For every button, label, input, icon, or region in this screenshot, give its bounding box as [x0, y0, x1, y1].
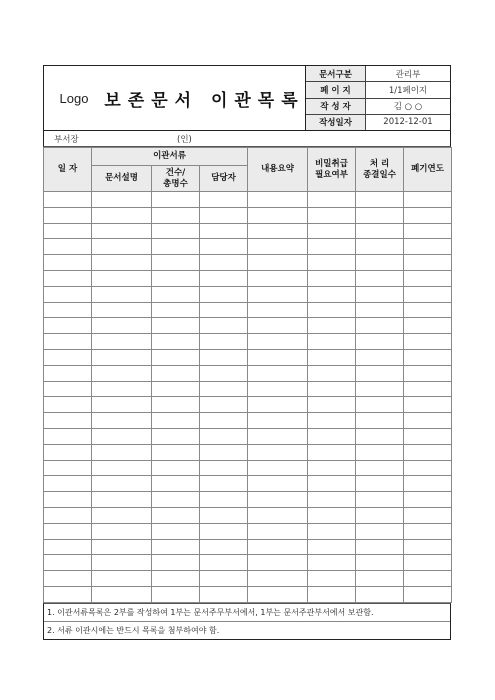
meta-key: 문서구분 [306, 66, 366, 81]
table-cell[interactable] [44, 365, 92, 381]
table-cell[interactable] [152, 492, 200, 508]
table-cell[interactable] [248, 413, 308, 429]
table-cell[interactable] [404, 223, 452, 239]
table-cell[interactable] [404, 523, 452, 539]
table-cell[interactable] [248, 555, 308, 571]
col-header-count: 건수/ 총명수 [152, 166, 200, 192]
table-cell[interactable] [356, 460, 404, 476]
col-header-manager: 담당자 [200, 166, 248, 192]
table-cell[interactable] [248, 192, 308, 208]
table-cell[interactable] [356, 555, 404, 571]
table-cell[interactable] [92, 460, 152, 476]
table-cell[interactable] [152, 460, 200, 476]
table-cell[interactable] [356, 207, 404, 223]
table-cell[interactable] [152, 223, 200, 239]
table-cell[interactable] [44, 444, 92, 460]
table-cell[interactable] [308, 318, 356, 334]
table-cell[interactable] [200, 428, 248, 444]
table-cell[interactable] [404, 476, 452, 492]
transfer-list-table [43, 147, 452, 603]
col-header-description: 문서설명 [92, 166, 152, 192]
table-cell[interactable] [152, 381, 200, 397]
table-cell[interactable] [200, 413, 248, 429]
table-cell[interactable] [44, 207, 92, 223]
table-cell[interactable] [44, 586, 92, 602]
document-sheet [43, 65, 451, 640]
table-cell[interactable] [308, 397, 356, 413]
table-cell[interactable] [92, 555, 152, 571]
table-row [44, 239, 452, 255]
table-cell[interactable] [248, 571, 308, 587]
table-cell[interactable] [44, 286, 92, 302]
table-cell[interactable] [248, 428, 308, 444]
table-cell[interactable] [356, 381, 404, 397]
table-cell[interactable] [44, 413, 92, 429]
table-cell[interactable] [404, 397, 452, 413]
table-cell[interactable] [248, 586, 308, 602]
table-cell[interactable] [92, 444, 152, 460]
table-cell[interactable] [356, 397, 404, 413]
table-cell[interactable] [308, 192, 356, 208]
table-cell[interactable] [356, 523, 404, 539]
table-cell[interactable] [200, 555, 248, 571]
table-cell[interactable] [308, 239, 356, 255]
table-cell[interactable] [248, 460, 308, 476]
table-cell[interactable] [44, 571, 92, 587]
table-cell[interactable] [92, 539, 152, 555]
table-cell[interactable] [308, 428, 356, 444]
table-cell[interactable] [200, 270, 248, 286]
table-cell[interactable] [356, 476, 404, 492]
table-cell[interactable] [44, 334, 92, 350]
table-cell[interactable] [404, 270, 452, 286]
table-cell[interactable] [200, 571, 248, 587]
table-cell[interactable] [152, 571, 200, 587]
table-cell[interactable] [44, 476, 92, 492]
table-cell[interactable] [152, 586, 200, 602]
table-cell[interactable] [200, 365, 248, 381]
table-cell[interactable] [200, 239, 248, 255]
table-cell[interactable] [200, 286, 248, 302]
table-row [44, 586, 452, 602]
col-header-secret: 비밀취급 필요여부 [308, 148, 356, 192]
table-row [44, 334, 452, 350]
meta-row-page [306, 82, 450, 98]
table-row [44, 428, 452, 444]
table-row [44, 397, 452, 413]
table-cell[interactable] [92, 428, 152, 444]
table-row [44, 571, 452, 587]
col-header-disposal-year: 폐기연도 [404, 148, 452, 192]
table-cell[interactable] [356, 571, 404, 587]
dept-head-line [43, 131, 451, 147]
table-cell[interactable] [92, 413, 152, 429]
table-cell[interactable] [404, 381, 452, 397]
table-cell[interactable] [200, 397, 248, 413]
table-cell[interactable] [248, 476, 308, 492]
meta-row-date [306, 115, 450, 130]
table-cell[interactable] [404, 255, 452, 271]
table-cell[interactable] [356, 334, 404, 350]
table-cell[interactable] [200, 507, 248, 523]
table-cell[interactable] [152, 413, 200, 429]
table-cell[interactable] [200, 476, 248, 492]
table-cell[interactable] [248, 349, 308, 365]
table-cell[interactable] [248, 507, 308, 523]
table-cell[interactable] [200, 207, 248, 223]
table-cell[interactable] [152, 207, 200, 223]
table-row [44, 192, 452, 208]
table-cell[interactable] [356, 507, 404, 523]
table-row [44, 507, 452, 523]
table-cell[interactable] [308, 523, 356, 539]
table-cell[interactable] [44, 397, 92, 413]
table-cell[interactable] [404, 286, 452, 302]
table-cell[interactable] [92, 507, 152, 523]
table-cell[interactable] [152, 318, 200, 334]
table-cell[interactable] [308, 571, 356, 587]
table-cell[interactable] [152, 334, 200, 350]
table-cell[interactable] [92, 523, 152, 539]
meta-value: 2012-12-01 [383, 117, 433, 128]
table-cell[interactable] [248, 318, 308, 334]
table-cell[interactable] [200, 318, 248, 334]
table-cell[interactable] [356, 413, 404, 429]
table-cell[interactable] [248, 239, 308, 255]
table-cell[interactable] [248, 334, 308, 350]
table-cell[interactable] [200, 492, 248, 508]
table-cell[interactable] [92, 349, 152, 365]
table-cell[interactable] [404, 239, 452, 255]
table-row [44, 223, 452, 239]
meta-key: 작성일자 [306, 115, 366, 130]
table-cell[interactable] [404, 539, 452, 555]
table-cell[interactable] [152, 349, 200, 365]
col-header-date: 일 자 [44, 148, 92, 192]
table-cell[interactable] [248, 270, 308, 286]
table-cell[interactable] [248, 539, 308, 555]
table-cell[interactable] [248, 523, 308, 539]
table-row [44, 286, 452, 302]
table-cell[interactable] [404, 571, 452, 587]
table-cell[interactable] [200, 192, 248, 208]
table-cell[interactable] [248, 286, 308, 302]
table-cell[interactable] [248, 255, 308, 271]
table-cell[interactable] [356, 223, 404, 239]
table-cell[interactable] [44, 539, 92, 555]
table-cell[interactable] [308, 413, 356, 429]
table-cell[interactable] [248, 397, 308, 413]
table-cell[interactable] [248, 381, 308, 397]
table-cell[interactable] [44, 318, 92, 334]
table-row [44, 476, 452, 492]
table-cell[interactable] [248, 302, 308, 318]
table-cell[interactable] [152, 239, 200, 255]
table-cell[interactable] [308, 270, 356, 286]
table-cell[interactable] [92, 381, 152, 397]
table-cell[interactable] [200, 444, 248, 460]
table-row [44, 255, 452, 271]
table-cell[interactable] [356, 302, 404, 318]
table-cell[interactable] [356, 318, 404, 334]
table-cell[interactable] [44, 492, 92, 508]
table-cell[interactable] [200, 255, 248, 271]
table-cell[interactable] [92, 255, 152, 271]
table-cell[interactable] [356, 444, 404, 460]
table-row [44, 365, 452, 381]
col-header-process-days: 처 리 종결일수 [356, 148, 404, 192]
table-cell[interactable] [44, 239, 92, 255]
table-cell[interactable] [152, 555, 200, 571]
table-cell[interactable] [404, 586, 452, 602]
table-cell[interactable] [404, 365, 452, 381]
table-row [44, 413, 452, 429]
table-cell[interactable] [308, 349, 356, 365]
table-cell[interactable] [44, 192, 92, 208]
table-cell[interactable] [92, 270, 152, 286]
table-cell[interactable] [44, 349, 92, 365]
table-cell[interactable] [404, 192, 452, 208]
table-cell[interactable] [44, 523, 92, 539]
table-row [44, 302, 452, 318]
table-row [44, 270, 452, 286]
table-body [44, 192, 452, 603]
col-header-transfer-docs: 이관서류 [92, 148, 248, 166]
table-cell[interactable] [308, 365, 356, 381]
table-cell[interactable] [92, 365, 152, 381]
meta-value: 1/1페이지 [388, 85, 428, 96]
table-cell[interactable] [248, 365, 308, 381]
table-cell[interactable] [308, 555, 356, 571]
header-block [43, 65, 451, 131]
table-cell[interactable] [152, 270, 200, 286]
table-cell[interactable] [44, 270, 92, 286]
document-title: 보존문서 이관목록 [104, 90, 305, 111]
table-cell[interactable] [248, 492, 308, 508]
meta-key: 페 이 지 [306, 82, 366, 97]
meta-row-doc-type [306, 66, 450, 82]
table-cell[interactable] [356, 255, 404, 271]
table-row [44, 523, 452, 539]
table-cell[interactable] [200, 381, 248, 397]
table-cell[interactable] [356, 365, 404, 381]
table-cell[interactable] [200, 586, 248, 602]
table-cell[interactable] [404, 492, 452, 508]
table-cell[interactable] [200, 302, 248, 318]
table-cell[interactable] [200, 334, 248, 350]
table-cell[interactable] [404, 318, 452, 334]
notes-block [43, 603, 451, 640]
table-cell[interactable] [44, 507, 92, 523]
table-cell[interactable] [356, 428, 404, 444]
table-cell[interactable] [92, 397, 152, 413]
table-cell[interactable] [404, 555, 452, 571]
table-cell[interactable] [44, 302, 92, 318]
table-cell[interactable] [44, 555, 92, 571]
meta-value: 관리부 [395, 69, 421, 80]
table-cell[interactable] [404, 302, 452, 318]
table-cell[interactable] [200, 223, 248, 239]
table-cell[interactable] [92, 334, 152, 350]
table-cell[interactable] [44, 223, 92, 239]
table-cell[interactable] [152, 286, 200, 302]
table-cell[interactable] [92, 192, 152, 208]
table-cell[interactable] [152, 507, 200, 523]
dept-head-label: 부서장 [54, 135, 79, 145]
table-cell[interactable] [200, 349, 248, 365]
table-cell[interactable] [92, 492, 152, 508]
table-cell[interactable] [44, 255, 92, 271]
table-cell[interactable] [308, 381, 356, 397]
table-cell[interactable] [44, 381, 92, 397]
table-cell[interactable] [404, 413, 452, 429]
table-cell[interactable] [308, 460, 356, 476]
table-cell[interactable] [152, 302, 200, 318]
table-cell[interactable] [92, 286, 152, 302]
table-row [44, 460, 452, 476]
col-header-summary: 내용요약 [248, 148, 308, 192]
meta-row-author [306, 99, 450, 115]
table-cell[interactable] [92, 476, 152, 492]
table-cell[interactable] [308, 539, 356, 555]
table-row [44, 539, 452, 555]
table-row [44, 444, 452, 460]
table-cell[interactable] [356, 349, 404, 365]
table-cell[interactable] [92, 223, 152, 239]
table-row [44, 381, 452, 397]
meta-value: 김 ○ ○ [393, 102, 423, 113]
table-row [44, 555, 452, 571]
table-cell[interactable] [404, 444, 452, 460]
table-cell[interactable] [356, 492, 404, 508]
table-row [44, 349, 452, 365]
table-cell[interactable] [356, 239, 404, 255]
table-cell[interactable] [92, 571, 152, 587]
table-cell[interactable] [308, 223, 356, 239]
table-cell[interactable] [152, 476, 200, 492]
table-row [44, 207, 452, 223]
table-cell[interactable] [356, 539, 404, 555]
table-cell[interactable] [152, 192, 200, 208]
table-cell[interactable] [356, 586, 404, 602]
table-cell[interactable] [308, 334, 356, 350]
table-cell[interactable] [44, 460, 92, 476]
table-cell[interactable] [152, 397, 200, 413]
table-cell[interactable] [308, 476, 356, 492]
table-cell[interactable] [308, 207, 356, 223]
table-cell[interactable] [308, 444, 356, 460]
table-cell[interactable] [248, 444, 308, 460]
table-cell[interactable] [356, 286, 404, 302]
table-cell[interactable] [308, 302, 356, 318]
dept-head-seal: (인) [177, 135, 192, 145]
table-cell[interactable] [356, 270, 404, 286]
note-line: 1. 이관서류목록은 2부를 작성하여 1부는 문서주무부서에서, 1부는 문서주관부서에서 보관함. [47, 607, 374, 617]
table-cell[interactable] [404, 334, 452, 350]
table-row [44, 492, 452, 508]
table-row [44, 318, 452, 334]
table-cell[interactable] [92, 318, 152, 334]
table-cell[interactable] [200, 539, 248, 555]
table-cell[interactable] [356, 192, 404, 208]
table-cell[interactable] [92, 302, 152, 318]
table-cell[interactable] [248, 223, 308, 239]
table-cell[interactable] [308, 286, 356, 302]
table-cell[interactable] [152, 255, 200, 271]
table-cell[interactable] [92, 207, 152, 223]
table-cell[interactable] [152, 539, 200, 555]
meta-table [305, 66, 450, 130]
table-cell[interactable] [200, 460, 248, 476]
logo: Logo [59, 90, 89, 106]
meta-key: 작 성 자 [306, 99, 366, 114]
table-cell[interactable] [404, 207, 452, 223]
table-cell[interactable] [308, 586, 356, 602]
table-cell[interactable] [92, 586, 152, 602]
table-cell[interactable] [152, 444, 200, 460]
note-line: 2. 서류 이관시에는 반드시 목록을 첨부하여야 함. [44, 621, 450, 639]
table-cell[interactable] [308, 255, 356, 271]
table-cell[interactable] [200, 523, 248, 539]
table-cell[interactable] [404, 507, 452, 523]
table-cell[interactable] [152, 428, 200, 444]
table-cell[interactable] [404, 349, 452, 365]
table-cell[interactable] [404, 460, 452, 476]
table-cell[interactable] [44, 428, 92, 444]
table-cell[interactable] [308, 492, 356, 508]
table-cell[interactable] [92, 239, 152, 255]
table-cell[interactable] [152, 523, 200, 539]
table-cell[interactable] [404, 428, 452, 444]
table-cell[interactable] [308, 507, 356, 523]
table-cell[interactable] [152, 365, 200, 381]
table-cell[interactable] [248, 207, 308, 223]
